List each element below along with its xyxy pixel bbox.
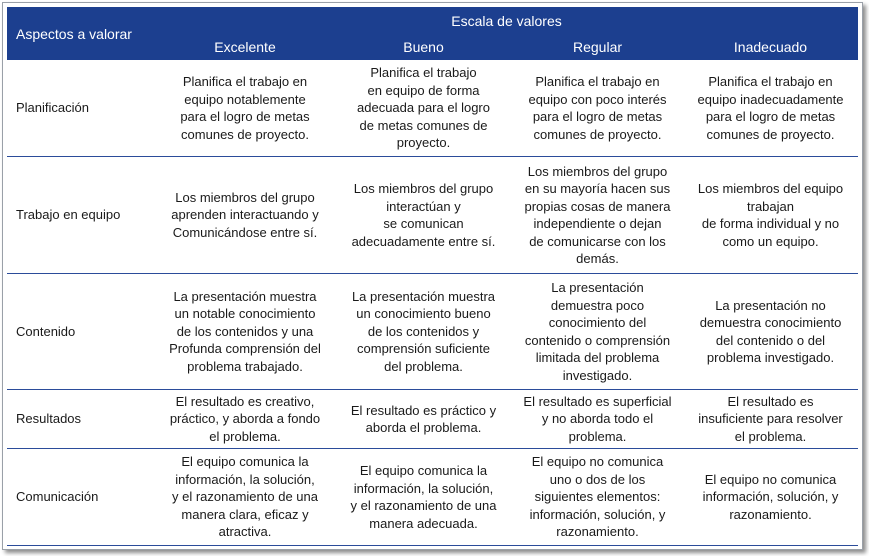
table-row	[7, 390, 858, 449]
scale-header	[155, 7, 858, 34]
table-cell: El equipo no comunica uno o dos de los siguientes elementos: información, solución, y razonamiento.	[512, 449, 683, 546]
table-row	[7, 60, 858, 157]
level-header-bueno: Bueno	[335, 34, 512, 60]
rubric-frame	[2, 2, 863, 550]
aspect-label: Planificación	[7, 60, 155, 157]
aspects-header: Aspectos a valorar	[7, 7, 155, 60]
table-cell: Los miembros del equipo trabajan de forma individual y no como un equipo.	[683, 157, 858, 274]
table-cell: Los miembros del grupo en su mayoría hacen sus propias cosas de manera independiente o dejan de comunicarse con los demás.	[512, 157, 683, 274]
table-cell: La presentación demuestra poco conocimiento del contenido o comprensión limitada del problema investigado.	[512, 274, 683, 390]
rubric-table	[7, 7, 858, 546]
level-header-regular: Regular	[512, 34, 683, 60]
aspect-label: Trabajo en equipo	[7, 157, 155, 274]
table-cell: Los miembros del grupo aprenden interactuando y Comunicándose entre sí.	[155, 157, 335, 274]
table-cell: El equipo comunica la información, la solución, y el razonamiento de una manera adecuada.	[335, 449, 512, 546]
table-cell: Planifica el trabajo en equipo inadecuadamente para el logro de metas comunes de proyecto.	[683, 60, 858, 157]
level-header-inadecuado: Inadecuado	[683, 34, 858, 60]
level-header-excelente: Excelente	[155, 34, 335, 60]
table-row	[7, 449, 858, 546]
aspect-label: Contenido	[7, 274, 155, 390]
table-cell: El equipo no comunica información, solución, y razonamiento.	[683, 449, 858, 546]
table-cell: La presentación muestra un conocimiento bueno de los contenidos y comprensión suficiente del problema.	[335, 274, 512, 390]
scale-header-label: Escala de valores	[451, 12, 562, 29]
table-cell: El resultado es superficial y no aborda todo el problema.	[512, 390, 683, 449]
table-cell: Planifica el trabajo en equipo de forma adecuada para el logro de metas comunes de proyecto.	[335, 60, 512, 157]
table-cell: Planifica el trabajo en equipo con poco interés para el logro de metas comunes de proyecto.	[512, 60, 683, 157]
table-row	[7, 157, 858, 274]
table-body	[7, 60, 858, 546]
table-header	[7, 7, 858, 60]
table-cell: La presentación no demuestra conocimiento del contenido o del problema investigado.	[683, 274, 858, 390]
table-cell: Planifica el trabajo en equipo notablemente para el logro de metas comunes de proyecto.	[155, 60, 335, 157]
aspect-label: Comunicación	[7, 449, 155, 546]
table-cell: Los miembros del grupo interactúan y se comunican adecuadamente entre sí.	[335, 157, 512, 274]
table-cell: El resultado es práctico y aborda el problema.	[335, 390, 512, 449]
table-cell: El resultado es insuficiente para resolver el problema.	[683, 390, 858, 449]
aspect-label: Resultados	[7, 390, 155, 449]
table-cell: La presentación muestra un notable conocimiento de los contenidos y una Profunda comprensión del problema trabajado.	[155, 274, 335, 390]
table-cell: El resultado es creativo, práctico, y aborda a fondo el problema.	[155, 390, 335, 449]
table-row	[7, 274, 858, 390]
table-cell: El equipo comunica la información, la solución, y el razonamiento de una manera clara, eficaz y atractiva.	[155, 449, 335, 546]
